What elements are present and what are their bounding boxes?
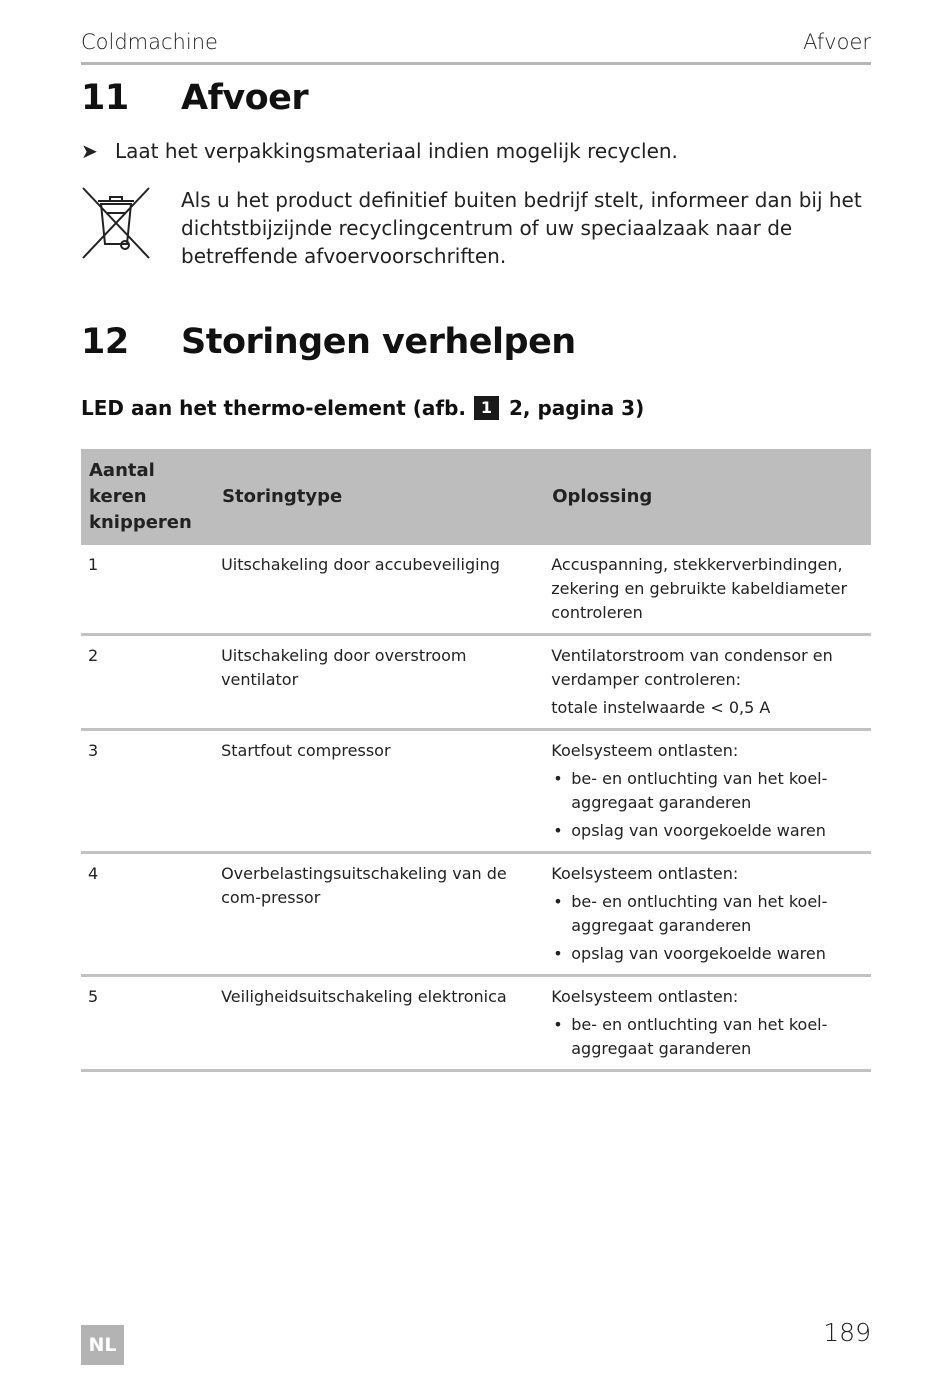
step-arrow-icon: ➤ bbox=[81, 139, 98, 163]
solution-text: Koelsysteem ontlasten: bbox=[551, 741, 739, 760]
led-subheading bbox=[81, 396, 644, 420]
cell-solution bbox=[544, 853, 871, 976]
step-text: Laat het verpakkingsmateriaal indien mogelijk recyclen. bbox=[115, 139, 678, 163]
section-12-title: Storingen verhelpen bbox=[181, 322, 576, 362]
table-row bbox=[81, 976, 871, 1071]
cell-count: 3 bbox=[81, 730, 214, 853]
solution-bullet: • opslag van voorgekoelde waren bbox=[551, 819, 864, 843]
header-fault-type: Storingtype bbox=[214, 449, 544, 545]
language-badge: NL bbox=[81, 1325, 124, 1365]
page-header bbox=[81, 30, 871, 65]
solution-bullet: • be- en ontluchting van het koel-aggregaat garanderen bbox=[551, 1013, 864, 1061]
crossed-out-wheelie-bin-icon bbox=[81, 186, 151, 260]
cell-fault-type: Uitschakeling door accubeveiliging bbox=[214, 545, 544, 635]
cell-count: 4 bbox=[81, 853, 214, 976]
cell-fault-type: Veiligheidsuitschakeling elektronica bbox=[214, 976, 544, 1071]
cell-count: 2 bbox=[81, 635, 214, 730]
solution-extra-text: totale instelwaarde < 0,5 A bbox=[551, 698, 771, 717]
solution-bullet: • be- en ontluchting van het koel-aggregaat garanderen bbox=[551, 767, 864, 815]
cell-solution bbox=[544, 976, 871, 1071]
instruction-step bbox=[81, 139, 678, 163]
figure-badge: 1 bbox=[474, 396, 499, 420]
header-count: Aantal keren knipperen bbox=[81, 449, 214, 545]
solution-text: Accuspanning, stekkerverbindingen, zekering en gebruikte kabeldiameter controleren bbox=[551, 555, 848, 622]
cell-fault-type: Startfout compressor bbox=[214, 730, 544, 853]
solution-text: Koelsysteem ontlasten: bbox=[551, 864, 739, 883]
header-solution: Oplossing bbox=[544, 449, 871, 545]
cell-count: 1 bbox=[81, 545, 214, 635]
subheading-text-after: 2, pagina 3) bbox=[509, 396, 645, 420]
cell-fault-type: Uitschakeling door overstroom ventilator bbox=[214, 635, 544, 730]
table-header-row bbox=[81, 449, 871, 545]
table-row bbox=[81, 545, 871, 635]
table-row bbox=[81, 730, 871, 853]
solution-text: Koelsysteem ontlasten: bbox=[551, 987, 739, 1006]
cell-count: 5 bbox=[81, 976, 214, 1071]
solution-text: Ventilatorstroom van condensor en verdamper controleren: bbox=[551, 646, 833, 689]
page-number: 189 bbox=[823, 1318, 871, 1347]
section-12-number: 12 bbox=[81, 322, 129, 362]
header-document-title: Coldmachine bbox=[81, 30, 218, 54]
cell-fault-type: Overbelastingsuitschakeling van de com-pressor bbox=[214, 853, 544, 976]
cell-solution bbox=[544, 545, 871, 635]
subheading-text-before: LED aan het thermo-element (afb. bbox=[81, 396, 466, 420]
cell-solution bbox=[544, 635, 871, 730]
fault-table bbox=[81, 449, 871, 1072]
disposal-note-text: Als u het product definitief buiten bedrijf stelt, informeer dan bij het dichtstbijzijnde recyclingcentrum of uw speciaalzaak naar de betreffende afvoervoorschriften. bbox=[181, 188, 862, 268]
table-row bbox=[81, 635, 871, 730]
header-section-title: Afvoer bbox=[803, 30, 871, 54]
cell-solution bbox=[544, 730, 871, 853]
section-11-number: 11 bbox=[81, 78, 129, 118]
table-row bbox=[81, 853, 871, 976]
section-11-title: Afvoer bbox=[181, 78, 309, 118]
solution-bullet: • opslag van voorgekoelde waren bbox=[551, 942, 864, 966]
solution-bullet: • be- en ontluchting van het koel-aggregaat garanderen bbox=[551, 890, 864, 938]
